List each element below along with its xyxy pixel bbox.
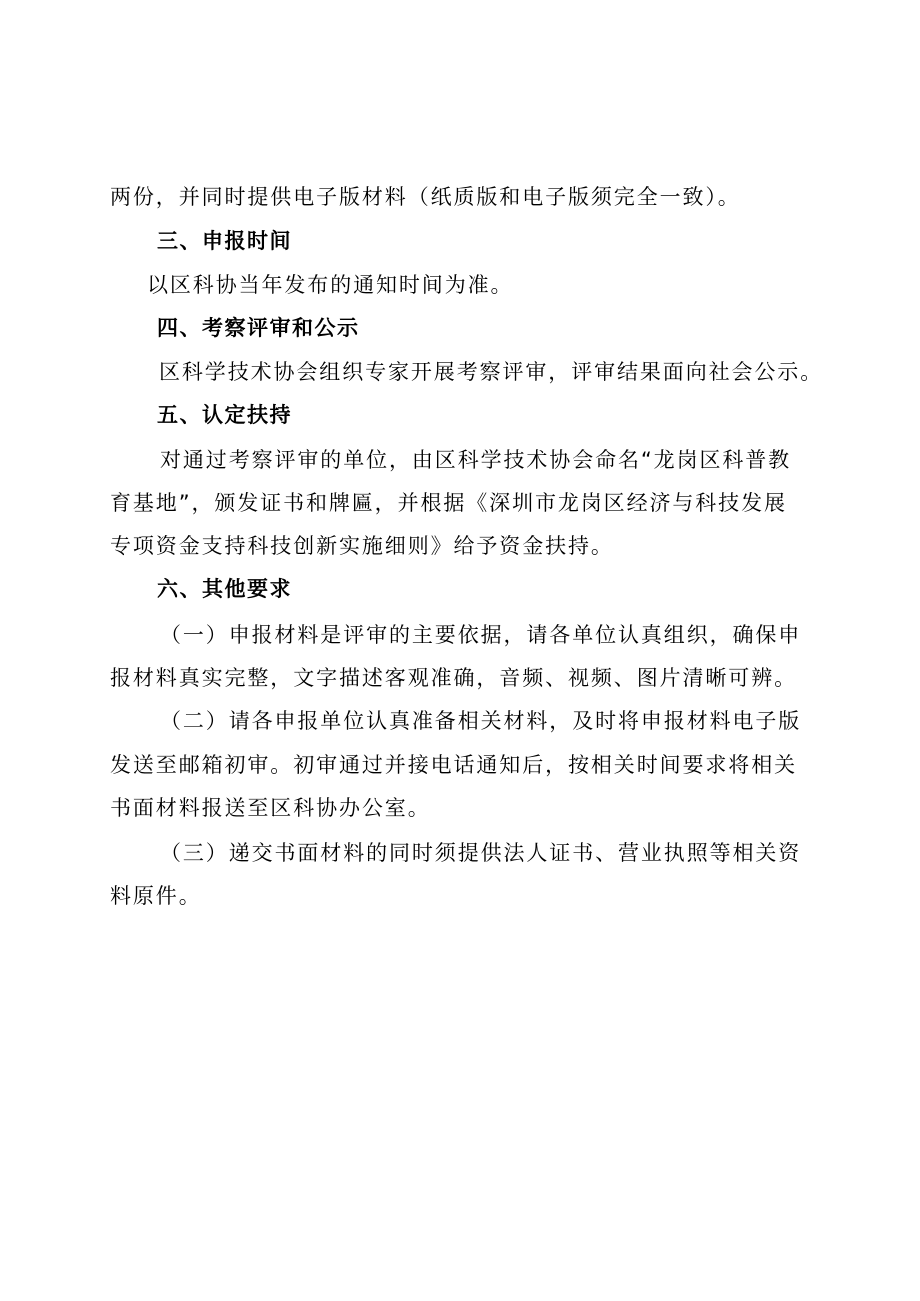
requirement-item-line: （三）递交书面材料的同时须提供法人证书、营业执照等相关资 <box>160 841 802 865</box>
paragraph-continuation: 两份，并同时提供电子版材料（纸质版和电子版须完全一致）。 <box>110 185 741 209</box>
requirement-item-line: （一）申报材料是评审的主要依据，请各单位认真组织，确保申 <box>160 623 802 647</box>
requirement-item-line: 发送至邮箱初审。初审通过并接电话通知后，按相关时间要求将相关 <box>110 753 797 777</box>
section-heading-application-time: 三、申报时间 <box>157 229 292 253</box>
section-body-review-publicity: 区科学技术协会组织专家开展考察评审，评审结果面向社会公示。 <box>159 360 824 384</box>
requirement-item-line: 料原件。 <box>110 884 202 908</box>
requirement-item-line: （二）请各申报单位认真准备相关材料，及时将申报材料电子版 <box>160 709 802 733</box>
section-body-line: 育基地”，颁发证书和牌匾，并根据《深圳市龙岗区经济与科技发展 <box>110 491 787 515</box>
section-body-application-time: 以区科协当年发布的通知时间为准。 <box>147 273 514 297</box>
section-heading-review-publicity: 四、考察评审和公示 <box>157 316 360 340</box>
section-heading-other-requirements: 六、其他要求 <box>157 577 292 601</box>
section-heading-certification-support: 五、认定扶持 <box>157 403 292 427</box>
section-body-line: 专项资金支持科技创新实施细则》给予资金扶持。 <box>110 534 614 558</box>
requirement-item-line: 报材料真实完整，文字描述客观准确，音频、视频、图片清晰可辨。 <box>110 666 797 690</box>
requirement-item-line: 书面材料报送至区科协办公室。 <box>110 796 431 820</box>
section-body-line: 对通过考察评审的单位，由区科学技术协会命名“龙岗区科普教 <box>160 448 792 472</box>
